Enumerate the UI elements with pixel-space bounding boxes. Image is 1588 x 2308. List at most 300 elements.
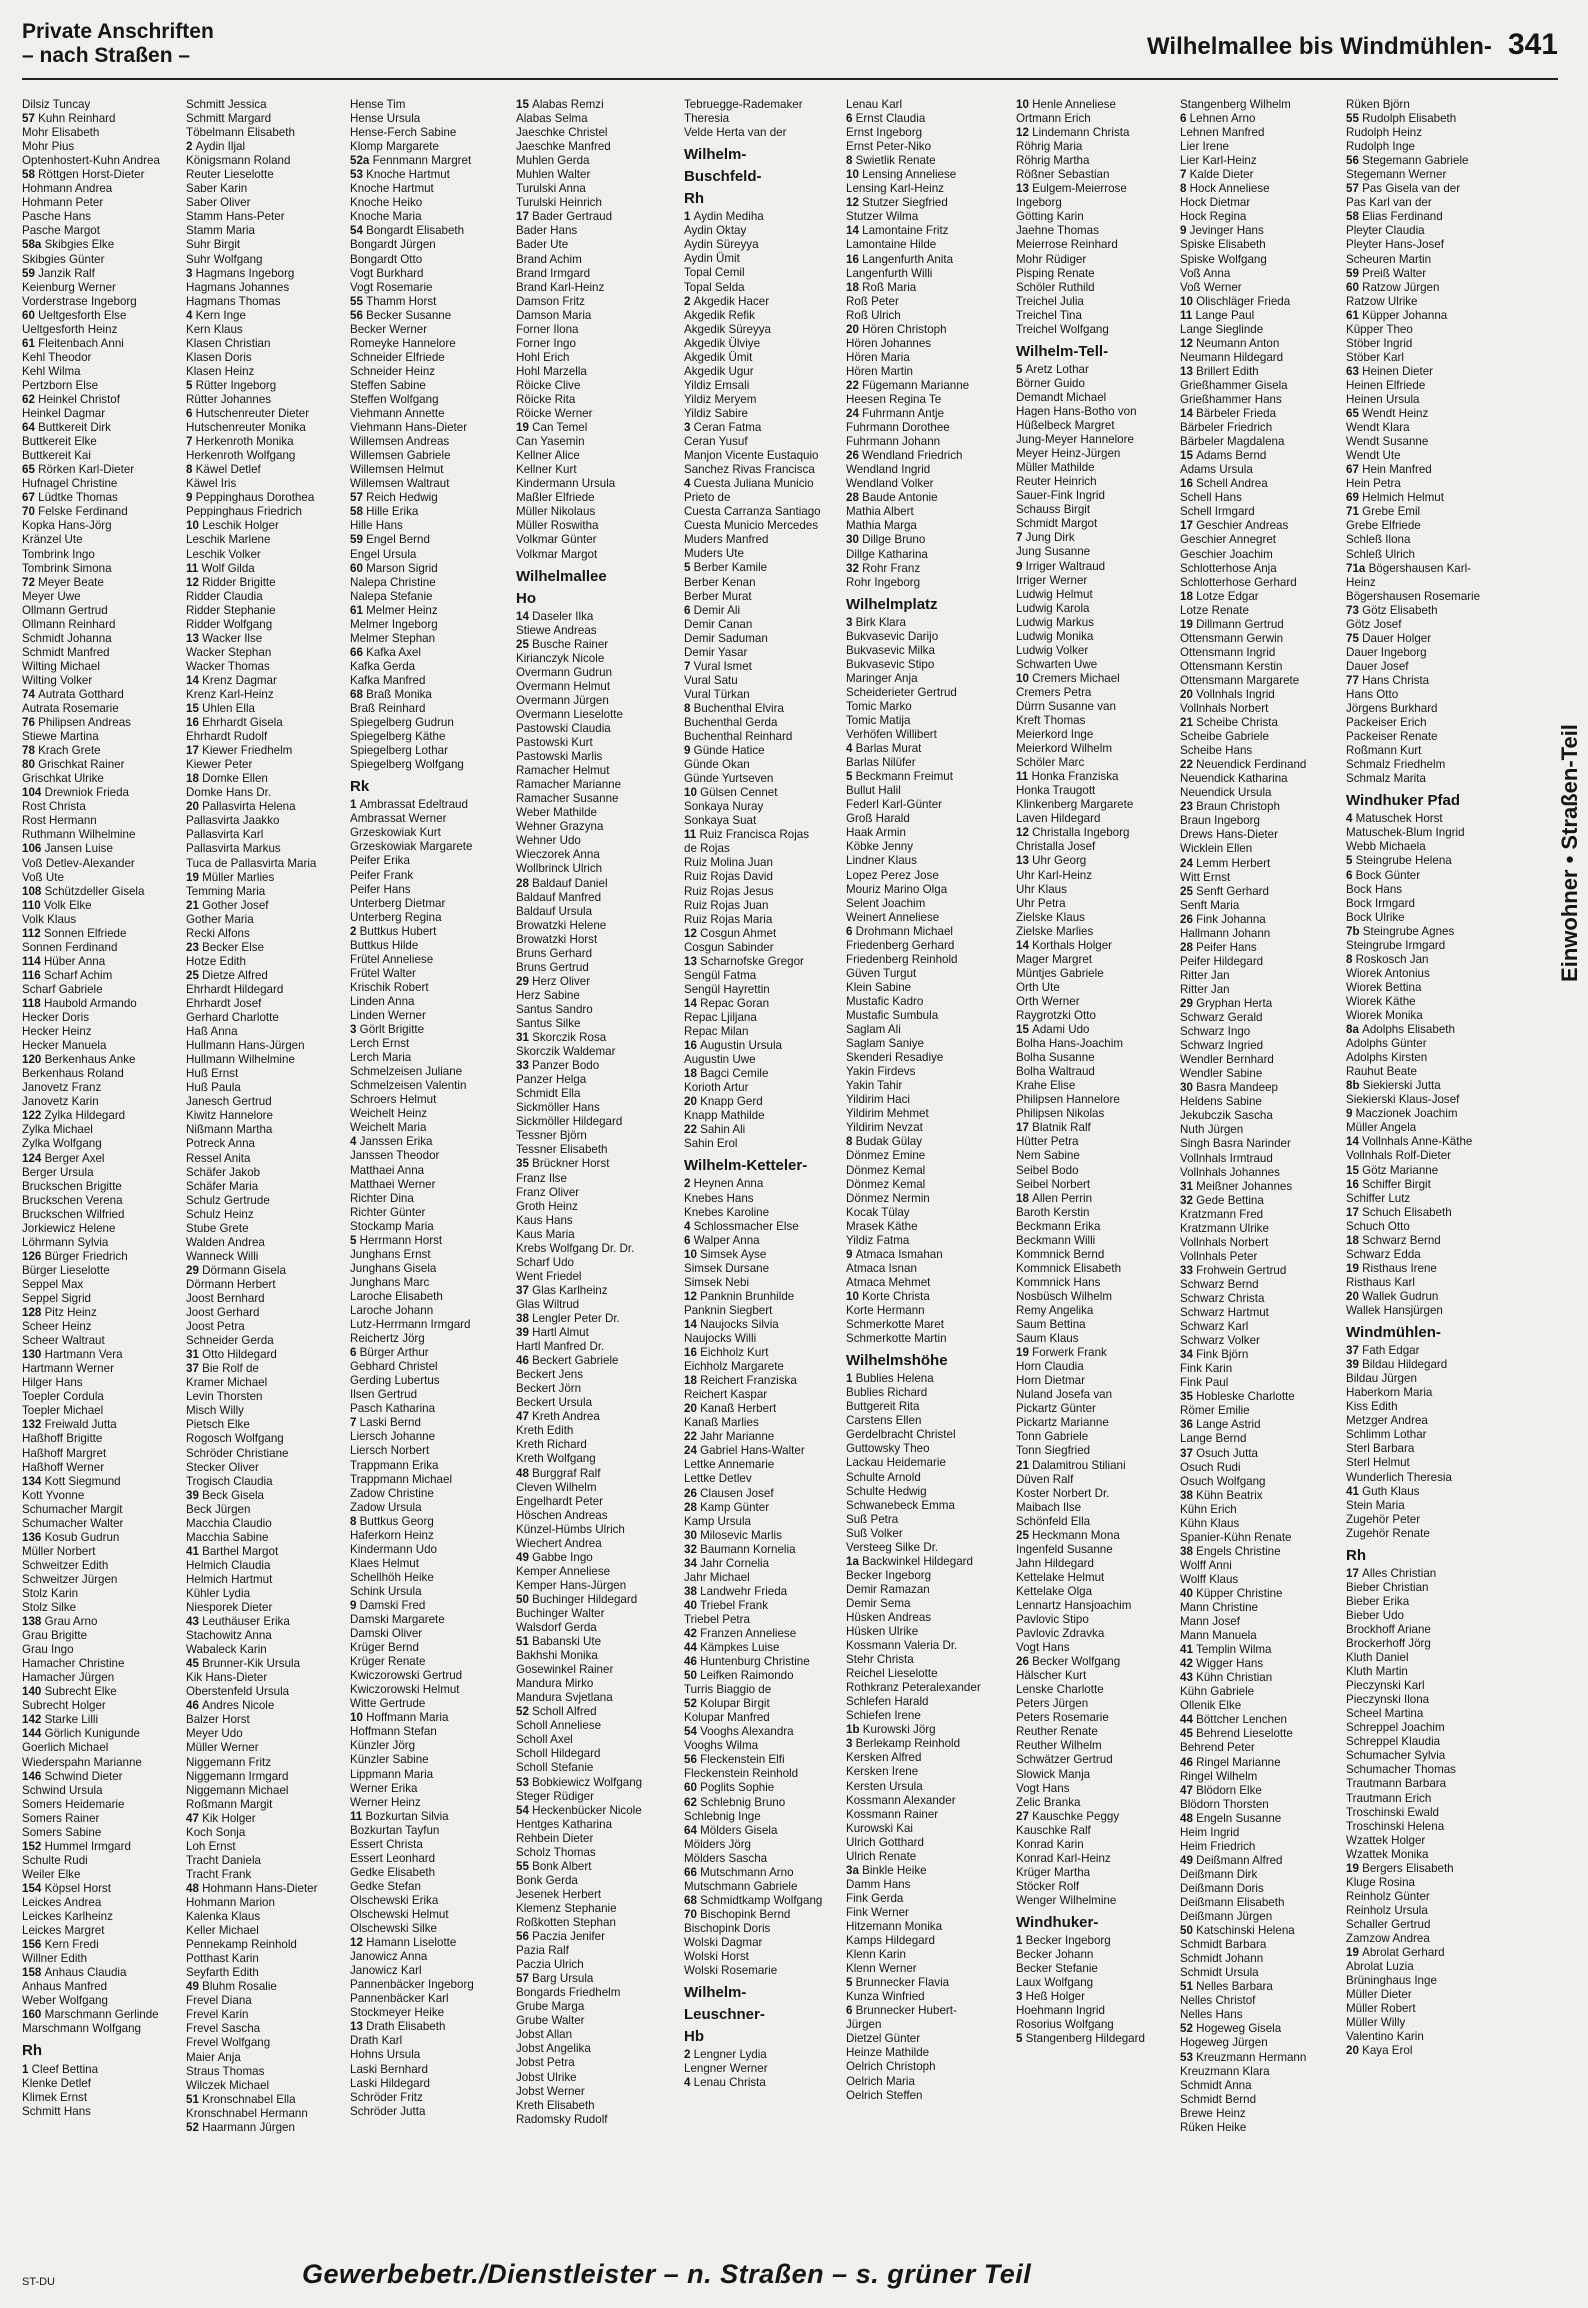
resident-entry: [846, 576, 1002, 590]
resident-name: Reich Hedwig: [366, 491, 438, 505]
resident-name: Bongards Friedhelm: [516, 1986, 621, 2000]
resident-name: Essert Leonhard: [350, 1851, 436, 1865]
resident-name: Junghans Gisela: [350, 1261, 437, 1275]
resident-name: Balzer Horst: [186, 1713, 250, 1727]
resident-entry: [22, 955, 178, 969]
resident-name: Haak Armin: [846, 826, 906, 840]
resident-name: Schmidt Ursula: [1180, 1966, 1259, 1980]
resident-name: Voß Ute: [22, 870, 64, 884]
resident-name: Tessner Elisabeth: [516, 1143, 608, 1157]
resident-name: Kauschke Ralf: [1016, 1823, 1091, 1837]
resident-name: Keller Michael: [186, 1924, 259, 1938]
resident-name: Pavlovic Zdravka: [1016, 1627, 1105, 1641]
resident-entry: [1180, 660, 1336, 674]
resident-entry: [684, 393, 840, 407]
resident-name: Frütel Anneliese: [350, 952, 434, 966]
resident-entry: [350, 688, 506, 702]
resident-name: Vollnhals Rolf-Dieter: [1346, 1149, 1452, 1163]
resident-entry: [1180, 267, 1336, 281]
resident-name: Bluhm Rosalie: [202, 1980, 277, 1994]
resident-entry: [186, 1910, 342, 1924]
resident-name: Toepler Cordula: [22, 1390, 104, 1404]
resident-entry: [516, 1045, 672, 1059]
resident-entry: [1016, 1725, 1172, 1739]
resident-entry: [1180, 533, 1336, 547]
resident-name: Vural Ismet: [693, 659, 752, 673]
resident-entry: [684, 1599, 840, 1613]
resident-name: Eulgem-Meierrose: [1032, 182, 1127, 196]
resident-entry: [350, 1318, 506, 1332]
resident-name: Akgedik Refik: [684, 308, 755, 322]
house-number: 73: [1346, 603, 1363, 617]
resident-entry: [684, 814, 840, 828]
resident-name: Hans Otto: [1346, 687, 1399, 701]
resident-name: Toepler Michael: [22, 1404, 104, 1418]
resident-entry: [22, 505, 178, 519]
street-heading: Rh: [684, 190, 704, 208]
resident-entry: [1346, 1637, 1502, 1651]
resident-name: Stube Grete: [186, 1221, 249, 1235]
resident-name: Volk Klaus: [22, 912, 77, 926]
resident-entry: [684, 674, 840, 688]
house-number: 36: [1180, 1418, 1197, 1432]
house-number: 28: [846, 491, 863, 505]
resident-name: Kiss Edith: [1346, 1400, 1398, 1414]
resident-entry: [516, 98, 672, 112]
resident-entry: [1346, 562, 1502, 576]
house-number: 53: [1180, 2050, 1197, 2064]
resident-entry: [846, 351, 1002, 365]
house-number: 58: [1346, 210, 1363, 224]
resident-name: Vooghs Alexandra: [700, 1725, 794, 1739]
resident-entry: [1016, 1290, 1172, 1304]
resident-entry: [22, 590, 178, 604]
resident-entry: [516, 1804, 672, 1818]
resident-entry: [1180, 126, 1336, 140]
resident-name: Horn Dietmar: [1016, 1374, 1085, 1388]
resident-name: Schmidt Margot: [1016, 517, 1098, 531]
resident-name: Drews Hans-Dieter: [1180, 828, 1278, 842]
resident-entry: [684, 1781, 840, 1795]
resident-name: Lange Bernd: [1180, 1432, 1247, 1446]
resident-entry: [22, 604, 178, 618]
resident-entry: [1180, 562, 1336, 576]
resident-name: Pallasvirta Helena: [202, 800, 296, 814]
resident-entry: [1016, 1220, 1172, 1234]
resident-name: Günde Okan: [684, 758, 750, 772]
resident-entry: [350, 1796, 506, 1810]
house-number: 53: [350, 168, 367, 182]
resident-name: Liersch Norbert: [350, 1444, 430, 1458]
house-number: 52: [684, 1697, 701, 1711]
resident-name: Beck Gisela: [202, 1488, 264, 1502]
resident-entry: [1180, 1966, 1336, 1980]
resident-entry: [22, 730, 178, 744]
resident-name: Pietsch Elke: [186, 1418, 250, 1432]
resident-entry: [1346, 1834, 1502, 1848]
resident-entry: [1180, 1475, 1336, 1489]
resident-name: Augustin Uwe: [684, 1053, 756, 1067]
resident-entry: [846, 784, 1002, 798]
resident-entry: [1180, 1910, 1336, 1924]
resident-name: Vollnhals Ingrid: [1196, 687, 1275, 701]
resident-entry: [22, 702, 178, 716]
resident-name: Irriger Werner: [1016, 573, 1088, 587]
resident-entry: [22, 168, 178, 182]
resident-entry: [186, 562, 342, 576]
resident-name: Roß Peter: [846, 294, 899, 308]
resident-name: Skibgies Elke: [44, 238, 115, 252]
resident-entry: [22, 2091, 178, 2105]
resident-entry: [684, 435, 840, 449]
resident-entry: [186, 1376, 342, 1390]
resident-name: Grebe Elfriede: [1346, 519, 1421, 533]
house-number: 47: [186, 1811, 203, 1825]
resident-entry: [1180, 2051, 1336, 2065]
resident-name: Alabas Remzi: [532, 98, 604, 111]
resident-entry: [350, 1880, 506, 1894]
resident-entry: [186, 1236, 342, 1250]
resident-entry: [1346, 1749, 1502, 1763]
house-number: 7: [186, 435, 196, 449]
resident-entry: [350, 407, 506, 421]
resident-entry: [684, 309, 840, 323]
resident-entry: [516, 1157, 672, 1171]
house-number: 52a: [350, 154, 373, 168]
resident-name: Pastowski Kurt: [516, 736, 593, 750]
resident-name: Kunza Winfried: [846, 1990, 925, 2004]
house-number: 5: [186, 378, 196, 392]
resident-entry: [1346, 632, 1502, 646]
house-number: 25: [516, 637, 533, 651]
street-heading: Windhuker-: [1016, 1914, 1099, 1931]
resident-name: Schwätzer Gertrud: [1016, 1753, 1113, 1767]
resident-name: Frevel Wolfgang: [186, 2036, 271, 2050]
resident-entry: [1346, 1248, 1502, 1262]
resident-entry: [22, 309, 178, 323]
resident-entry: [350, 1978, 506, 1992]
resident-entry: [22, 927, 178, 941]
resident-entry: [1180, 379, 1336, 393]
house-number: 9: [1346, 1107, 1356, 1121]
resident-entry: [684, 786, 840, 800]
resident-entry: [1016, 616, 1172, 630]
resident-name: Sickmöller Hans: [516, 1101, 600, 1115]
resident-entry: [846, 1780, 1002, 1794]
resident-entry: [186, 1882, 342, 1896]
resident-name: Zadow Ursula: [350, 1500, 422, 1514]
resident-entry: [22, 323, 178, 337]
resident-name: Yildiz Emsali: [684, 378, 750, 392]
resident-name: Buttgereit Rita: [846, 1400, 920, 1414]
resident-entry: [1180, 1025, 1336, 1039]
resident-name: Glas Karlheinz: [532, 1283, 608, 1297]
resident-entry: [516, 1677, 672, 1691]
resident-entry: [22, 196, 178, 210]
resident-name: Hense Tim: [350, 98, 406, 111]
resident-name: Geschier Andreas: [1196, 519, 1289, 533]
resident-name: Naujocks Silvia: [700, 1317, 779, 1331]
resident-name: Frütel Walter: [350, 966, 416, 980]
resident-entry: [1016, 2032, 1172, 2046]
house-number: 6: [846, 112, 856, 126]
resident-entry: [186, 1629, 342, 1643]
resident-entry: [1346, 702, 1502, 716]
house-number: 9: [350, 1598, 360, 1612]
house-number: 21: [1180, 716, 1197, 730]
resident-name: Grießhammer Hans: [1180, 392, 1282, 406]
resident-entry: [516, 666, 672, 680]
resident-entry: [186, 1306, 342, 1320]
resident-name: Heim Friedrich: [1180, 1839, 1256, 1853]
resident-name: Overmann Jürgen: [516, 693, 609, 707]
house-number: 28: [516, 876, 533, 890]
resident-name: Cleef Bettina: [31, 2062, 99, 2076]
resident-entry: [350, 562, 506, 576]
resident-entry: [516, 694, 672, 708]
house-number: 6: [1180, 112, 1190, 126]
resident-entry: [516, 1705, 672, 1719]
resident-name: Kott Siegmund: [44, 1474, 121, 1488]
resident-name: Ambrassat Edeltraud: [359, 798, 468, 812]
resident-entry: [22, 393, 178, 407]
resident-entry: [350, 2020, 506, 2034]
resident-name: Drath Karl: [350, 2034, 403, 2048]
resident-name: Schumacher Walter: [22, 1516, 124, 1530]
resident-name: Schwarten Uwe: [1016, 657, 1098, 671]
resident-entry: [846, 309, 1002, 323]
house-number: 78: [22, 744, 39, 758]
resident-entry: [1346, 1777, 1502, 1791]
resident-entry: [350, 1416, 506, 1430]
resident-name: Hütter Petra: [1016, 1135, 1079, 1149]
house-number: 43: [1180, 1671, 1197, 1685]
resident-entry: [846, 925, 1002, 939]
resident-name: Wilczek Michael: [186, 2078, 270, 2092]
resident-name: Scharnofske Gregor: [700, 954, 804, 968]
resident-entry: [1016, 784, 1172, 798]
resident-entry: [22, 1376, 178, 1390]
resident-name: Ramacher Susanne: [516, 792, 619, 806]
resident-entry: [846, 1178, 1002, 1192]
resident-name: Pallasvirta Jaakko: [186, 814, 280, 828]
resident-name: Brunnecker Hubert-: [855, 2004, 957, 2018]
resident-entry: [846, 2075, 1002, 2089]
house-number: 56: [350, 308, 367, 322]
resident-name: Marschmann Gerlinde: [44, 2008, 159, 2022]
resident-name: Uhr Karl-Heinz: [1016, 868, 1093, 882]
resident-name: Weber Wolfgang: [22, 1994, 108, 2008]
resident-name: Peifer Hans: [350, 882, 411, 896]
house-number: 13: [1180, 364, 1197, 378]
resident-entry: [684, 1067, 840, 1081]
resident-name: Ingenfeld Susanne: [1016, 1542, 1113, 1556]
resident-entry: [22, 1671, 178, 1685]
resident-entry: [186, 1601, 342, 1615]
house-number: 16: [1346, 1177, 1363, 1191]
resident-entry: [1180, 1854, 1336, 1868]
resident-entry: [1180, 1573, 1336, 1587]
resident-entry: [1016, 253, 1172, 267]
header-rule: [22, 78, 1558, 80]
house-number: 21: [186, 898, 203, 912]
resident-name: Künzler Sabine: [350, 1753, 429, 1767]
resident-name: Müller Roswitha: [516, 519, 599, 533]
resident-name: Fink Johanna: [1196, 912, 1266, 926]
house-number: 50: [516, 1592, 533, 1606]
resident-name: Damski Margarete: [350, 1613, 445, 1627]
resident-name: Kreuzmann Hermann: [1196, 2050, 1307, 2064]
resident-entry: [350, 2006, 506, 2020]
resident-entry: [1016, 1164, 1172, 1178]
resident-entry: [684, 1177, 840, 1191]
resident-entry: [350, 1346, 506, 1360]
resident-entry: [350, 1374, 506, 1388]
resident-entry: [1016, 812, 1172, 826]
resident-name: Schiffer Birgit: [1362, 1177, 1431, 1191]
resident-entry: [22, 1854, 178, 1868]
resident-entry: [516, 2028, 672, 2042]
resident-entry: [22, 491, 178, 505]
resident-entry: [1180, 1123, 1336, 1137]
resident-name: Hille Hans: [350, 519, 403, 533]
resident-name: Hamacher Christine: [22, 1657, 125, 1671]
resident-name: Domke Ellen: [202, 772, 268, 786]
resident-name: Treichel Tina: [1016, 308, 1082, 322]
resident-entry: [350, 576, 506, 590]
resident-entry: [1346, 1735, 1502, 1749]
resident-entry: [350, 1079, 506, 1093]
resident-entry: [22, 1868, 178, 1882]
resident-name: Schellhöh Heike: [350, 1570, 434, 1584]
resident-name: Dietze Alfred: [202, 968, 268, 982]
resident-name: Heinkel Dagmar: [22, 407, 106, 421]
resident-entry: [22, 562, 178, 576]
resident-name: Gother Maria: [186, 912, 254, 926]
resident-entry: [516, 379, 672, 393]
street-heading: Wilhelm-: [684, 146, 747, 164]
resident-entry: [350, 1585, 506, 1599]
house-number: 62: [684, 1795, 701, 1809]
resident-name: Kott Yvonne: [22, 1488, 85, 1502]
resident-entry: [22, 1910, 178, 1924]
resident-entry: [684, 1627, 840, 1641]
resident-entry: [684, 1852, 840, 1866]
resident-entry: [1346, 1513, 1502, 1527]
resident-name: Reuter Heinrich: [1016, 475, 1097, 489]
resident-entry: [350, 1571, 506, 1585]
resident-name: Panzer Bodo: [532, 1059, 600, 1073]
resident-entry: [846, 196, 1002, 210]
house-number: 14: [1346, 1135, 1363, 1149]
street-heading: Rk: [350, 778, 370, 796]
resident-name: Demir Yasar: [684, 645, 748, 659]
resident-entry: [1180, 983, 1336, 997]
resident-name: Subrecht Elke: [44, 1685, 117, 1699]
resident-name: Ressel Anita: [186, 1151, 251, 1165]
resident-entry: [846, 126, 1002, 140]
resident-entry: [186, 548, 342, 562]
resident-entry: [846, 953, 1002, 967]
resident-name: Ridder Wolfgang: [186, 617, 273, 631]
house-number: 18: [684, 1374, 701, 1388]
resident-entry: [516, 1944, 672, 1958]
resident-name: Bruns Gerhard: [516, 946, 593, 960]
resident-entry: [846, 1513, 1002, 1527]
resident-entry: [516, 351, 672, 365]
resident-entry: [1180, 1798, 1336, 1812]
resident-name: Kemper Anneliese: [516, 1564, 611, 1578]
resident-entry: [1346, 140, 1502, 154]
resident-name: Vogt Hans: [1016, 1641, 1070, 1655]
resident-name: Röhrig Martha: [1016, 154, 1090, 168]
resident-name: Pastowski Claudia: [516, 722, 611, 736]
resident-entry: [516, 238, 672, 252]
house-number: 14: [1016, 938, 1033, 952]
resident-entry: [1016, 953, 1172, 967]
resident-entry: [1180, 309, 1336, 323]
resident-name: Macchia Claudio: [186, 1516, 272, 1530]
house-number: 60: [22, 308, 39, 322]
house-number: 13: [1016, 182, 1033, 196]
house-number: 55: [1346, 112, 1363, 126]
resident-name: Lopez Perez Jose: [846, 868, 939, 882]
resident-name: Kopka Hans-Jörg: [22, 519, 112, 533]
resident-entry: [1016, 1135, 1172, 1149]
house-number: 27: [1016, 1809, 1033, 1823]
resident-name: Verhöfen Willibert: [846, 728, 937, 742]
resident-entry: [684, 590, 840, 604]
resident-name: Hüber Anna: [43, 954, 106, 968]
resident-entry: [846, 869, 1002, 883]
resident-name: Schulte Hedwig: [846, 1484, 927, 1498]
resident-entry: [22, 997, 178, 1011]
resident-name: Kreuzmann Klara: [1180, 2064, 1270, 2078]
resident-name: Frevel Sascha: [186, 2022, 261, 2036]
house-number: 2: [684, 294, 694, 308]
resident-name: Vollnhals Irmtraud: [1180, 1151, 1273, 1165]
house-number: 37: [186, 1362, 203, 1376]
resident-entry: [516, 1691, 672, 1705]
resident-entry: [1180, 519, 1336, 533]
resident-entry: [1346, 196, 1502, 210]
resident-entry: [516, 1256, 672, 1270]
resident-entry: [22, 98, 178, 112]
resident-entry: [186, 196, 342, 210]
resident-name: Temming Maria: [186, 884, 266, 898]
resident-entry: [1346, 1456, 1502, 1470]
resident-name: Deißmann Doris: [1180, 1881, 1264, 1895]
resident-name: Potreck Anna: [186, 1137, 255, 1151]
resident-entry: [516, 1790, 672, 1804]
resident-name: Kern Fredi: [44, 1938, 99, 1952]
resident-entry: [846, 1583, 1002, 1597]
resident-name: Birk Klara: [855, 615, 906, 629]
resident-name: Barlas Murat: [855, 742, 922, 756]
resident-entry: [1180, 1629, 1336, 1643]
resident-name: Kalde Dieter: [1189, 168, 1254, 182]
resident-name: Schlefen Harald: [846, 1695, 929, 1709]
resident-entry: [1016, 1669, 1172, 1683]
resident-entry: [350, 281, 506, 295]
resident-name: Muders Manfred: [684, 533, 769, 547]
resident-entry: [1016, 1079, 1172, 1093]
resident-name: Baldauf Ursula: [516, 904, 593, 918]
house-number: 20: [1346, 1289, 1363, 1303]
resident-name: Risthaus Karl: [1346, 1275, 1415, 1289]
resident-name: Huntenburg Christine: [700, 1655, 810, 1669]
resident-entry: [22, 253, 178, 267]
